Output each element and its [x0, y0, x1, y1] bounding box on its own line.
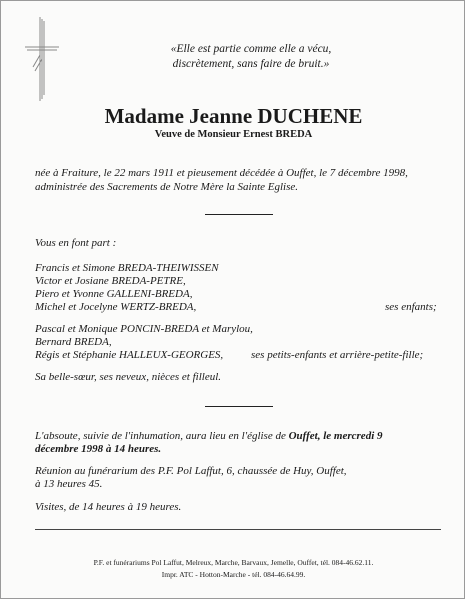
relatives-text: Sa belle-sœur, ses neveux, nièces et filleul. [35, 371, 222, 383]
footer-line-2: Impr. ATC - Hotton-Marche - tél. 084-46.64.99. [161, 570, 306, 579]
birth-death-line-2: administrée des Sacrements de Notre Mère la Sainte Eglise. [35, 181, 299, 193]
widow-subtitle: Veuve de Monsieur Ernest BREDA [154, 129, 313, 140]
visits-text: Visites, de 14 heures à 19 heures. [35, 501, 182, 513]
ceremony-line-1 [35, 430, 383, 443]
footer-line-1: P.F. et funérariums Pol Laffut, Melreux, Marche, Barvaux, Jemelle, Ouffet, tél. 084-46.62.11. [93, 558, 374, 567]
ceremony-text: L'absoute, suivie de l'inhumation, aura lieu en l'église de [35, 430, 289, 442]
deceased-name: Madame Jeanne DUCHENE [104, 104, 363, 128]
children-label: ses enfants; [385, 301, 437, 313]
ceremony-place-date: Ouffet, le mercredi 9 [288, 430, 383, 442]
ceremony-line-2: décembre 1998 à 14 heures. [35, 443, 162, 455]
children-line: Victor et Josiane BREDA-PETRE, [35, 275, 186, 287]
quote-line-2: discrètement, sans faire de bruit.» [172, 58, 330, 70]
footer-divider [35, 529, 441, 530]
grandchildren-line: Régis et Stéphanie HALLEUX-GEORGES, [35, 349, 224, 361]
quote-line-1: «Elle est partie comme elle a vécu, [170, 43, 332, 55]
gathering-line-2: à 13 heures 45. [35, 478, 103, 490]
epitaph-quote [91, 42, 411, 72]
children-line: Piero et Yvonne GALLENI-BREDA, [35, 288, 193, 300]
gathering-line-1: Réunion au funérarium des P.F. Pol Laffut, 6, chaussée de Huy, Ouffet, [35, 465, 347, 477]
cross-icon [23, 15, 61, 103]
grandchildren-line: Pascal et Monique PONCIN-BREDA et Marylou, [35, 323, 253, 335]
birth-death-line-1: née à Fraiture, le 22 mars 1911 et pieusement décédée à Ouffet, le 7 décembre 1998, [35, 167, 408, 179]
children-line: Michel et Jocelyne WERTZ-BREDA, [35, 301, 197, 313]
grandchildren-line: Bernard BREDA, [35, 336, 112, 348]
separator [205, 214, 273, 215]
separator [205, 406, 273, 407]
announce-text: Vous en font part : [35, 237, 117, 249]
grandchildren-label: ses petits-enfants et arrière-petite-fille; [251, 349, 424, 361]
children-line: Francis et Simone BREDA-THEIWISSEN [35, 262, 219, 274]
